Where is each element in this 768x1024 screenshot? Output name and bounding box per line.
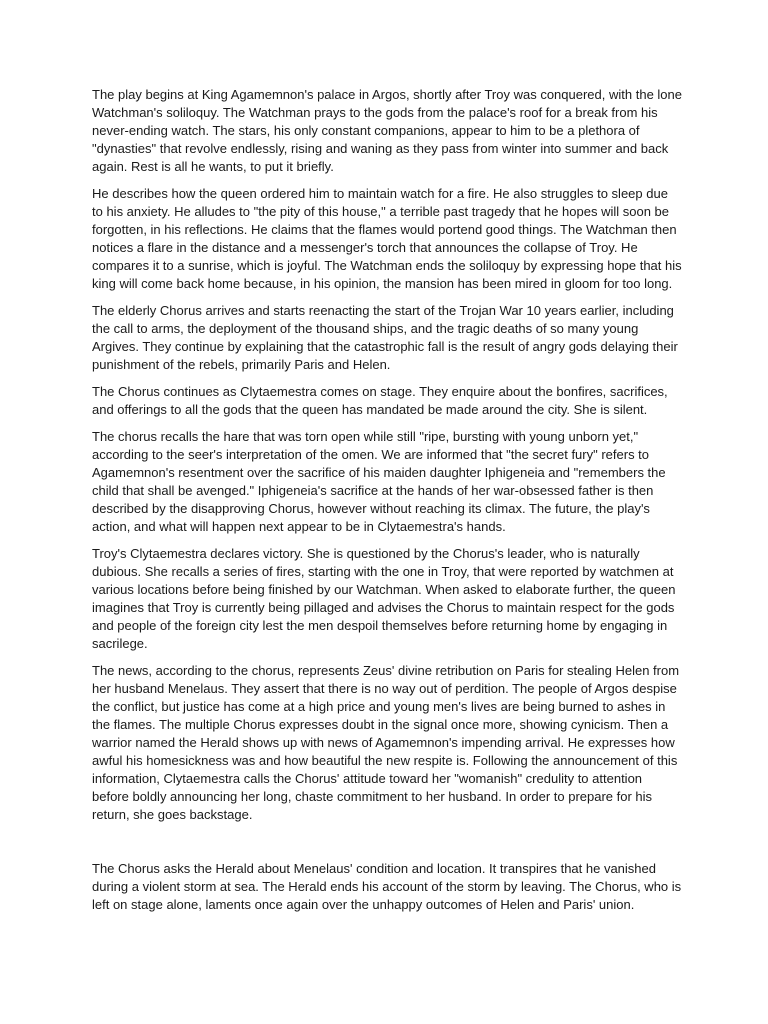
paragraph-5: The chorus recalls the hare that was torn open while still "ripe, bursting with young unborn yet," according to the seer's interpretation of the omen. We are informed that "the secret fury" refers to Agamemnon's resentment over the sacrifice of his maiden daughter Iphigeneia and "remembers the child that shall be avenged." Iphigeneia's sacrifice at the hands of her war-obsessed father is then described by the disapproving Chorus, however without reaching its climax. The future, the play's action, and what will happen next appear to be in Clytaemestra's hands. [92,429,666,534]
paragraph-7: The news, according to the chorus, represents Zeus' divine retribution on Paris for stealing Helen from her husband Menelaus. They assert that there is no way out of perdition. The people of Argos despise the conflict, but justice has come at a high price and young men's lives are being burned to ashes in the flames. The multiple Chorus expresses doubt in the signal once more, showing cynicism. Then a warrior named the Herald shows up with news of Agamemnon's impending arrival. He expresses how awful his homesickness was and how beautiful the new respite is. Following the announcement of this information, Clytaemestra calls the Chorus' attitude toward her "womanish" credulity to attention before boldly announcing her long, chaste commitment to her husband. In order to prepare for his return, she goes backstage. [92,663,680,822]
document-page [92,86,682,923]
paragraph-8: The Chorus asks the Herald about Menelaus' condition and location. It transpires that he vanished during a violent storm at sea. The Herald ends his account of the storm by leaving. The Chorus, who is left on stage alone, laments once again over the unhappy outcomes of Helen and Paris' union. [92,861,682,912]
paragraph-2: He describes how the queen ordered him to maintain watch for a fire. He also struggles to sleep due to his anxiety. He alludes to "the pity of this house," a terrible past tragedy that he hopes will soon be forgotten, in his reflections. He claims that the flames would portend good things. The Watchman then notices a flare in the distance and a messenger's torch that announces the collapse of Troy. He compares it to a sunrise, which is joyful. The Watchman ends the soliloquy by expressing hope that his king will come back home because, in his opinion, the mansion has been mired in gloom for too long. [92,186,682,291]
paragraph-6: Troy's Clytaemestra declares victory. She is questioned by the Chorus's leader, who is naturally dubious. She recalls a series of fires, starting with the one in Troy, that were reported by watchmen at various locations before being finished by our Watchman. When asked to elaborate further, the queen imagines that Troy is currently being pillaged and advises the Chorus to maintain respect for the gods and people of the foreign city lest the men despoil themselves before returning home by engaging in sacrilege. [92,546,676,651]
paragraph-3: The elderly Chorus arrives and starts reenacting the start of the Trojan War 10 years earlier, including the call to arms, the deployment of the thousand ships, and the tragic deaths of so many young Argives. They continue by explaining that the catastrophic fall is the result of angry gods delaying their punishment of the rebels, primarily Paris and Helen. [92,303,678,372]
paragraph-1: The play begins at King Agamemnon's palace in Argos, shortly after Troy was conquered, with the lone Watchman's soliloquy. The Watchman prays to the gods from the palace's roof for a break from his never-ending watch. The stars, his only constant companions, appear to him to be a plethora of "dynasties" that revolve endlessly, rising and waning as they pass from winter into summer and back again. Rest is all he wants, to put it briefly. [92,87,682,174]
paragraph-4: The Chorus continues as Clytaemestra comes on stage. They enquire about the bonfires, sacrifices, and offerings to all the gods that the queen has mandated be made around the city. She is silent. [92,384,668,417]
